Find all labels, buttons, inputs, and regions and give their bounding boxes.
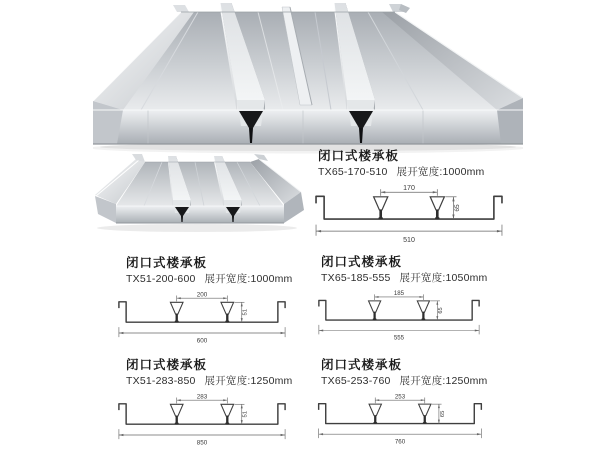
- rib-symbol: [369, 301, 381, 320]
- cross-section-diagram: [313, 184, 505, 247]
- rib-spacing-value: 170: [403, 185, 415, 193]
- rib-symbol: [221, 404, 234, 424]
- product-title: 闭口式楼承板: [126, 256, 208, 270]
- product-spec-block: [313, 149, 505, 247]
- cover-width-value: 600: [196, 337, 208, 345]
- rib-symbol: [170, 302, 183, 322]
- cover-width-value: 850: [196, 439, 208, 447]
- cross-section-diagram: [316, 290, 482, 344]
- rib-symbol: [419, 404, 431, 424]
- product-spec-block: [116, 358, 293, 449]
- rib-spacing-value: 253: [394, 393, 406, 401]
- small-panel-render: [92, 146, 307, 251]
- front-face: [116, 206, 284, 223]
- rib-symbol: [430, 197, 444, 219]
- cross-section-diagram: [316, 393, 484, 448]
- rib-spacing-value: 283: [196, 393, 208, 401]
- expand-width-label: 展开宽度:1050mm: [399, 272, 488, 284]
- product-title: 闭口式楼承板: [126, 358, 208, 372]
- height-value: 51: [242, 410, 249, 418]
- product-spec-block: [316, 255, 488, 344]
- rib-symbol: [374, 197, 388, 219]
- cover-width-dimension: [119, 327, 285, 337]
- height-value: 65: [438, 307, 445, 314]
- cross-section-diagram: [116, 291, 288, 347]
- cover-width-dimension: [319, 325, 479, 335]
- product-model: TX65-185-555: [321, 272, 391, 284]
- rib-spacing-value: 200: [196, 291, 208, 299]
- expand-width-label: 展开宽度:1250mm: [204, 375, 293, 387]
- height-value: 65: [439, 410, 446, 418]
- height-value: 65: [454, 204, 462, 212]
- expand-width-label: 展开宽度:1000mm: [204, 273, 293, 285]
- rib-symbol: [221, 302, 234, 322]
- product-spec-block: [116, 256, 293, 347]
- profile-outline: [319, 300, 479, 320]
- cover-width-value: 510: [403, 236, 415, 244]
- product-model-line: [313, 166, 505, 179]
- product-title: 闭口式楼承板: [318, 149, 400, 163]
- expand-width-label: 展开宽度:1000mm: [396, 166, 485, 178]
- large-panel-render: [93, 2, 523, 154]
- product-model-line: [116, 375, 293, 388]
- product-model: TX51-283-850: [126, 375, 196, 387]
- rib-symbol: [170, 404, 183, 424]
- cover-width-dimension: [316, 225, 502, 236]
- profile-outline: [319, 404, 482, 424]
- cover-width-value: 555: [393, 334, 405, 342]
- product-model-line: [116, 273, 293, 286]
- product-title: 闭口式楼承板: [321, 255, 403, 269]
- cover-width-dimension: [319, 428, 482, 438]
- rib-symbol: [369, 404, 381, 424]
- profile-outline: [316, 196, 502, 219]
- product-model-line: [316, 272, 488, 285]
- cover-width-dimension: [119, 429, 285, 439]
- product-spec-block: [316, 358, 488, 448]
- rib-symbol: [417, 301, 429, 320]
- product-title: 闭口式楼承板: [321, 358, 403, 372]
- product-model: TX65-170-510: [318, 166, 388, 178]
- product-model: TX65-253-760: [321, 375, 391, 387]
- profile-outline: [119, 404, 285, 424]
- expand-width-label: 展开宽度:1250mm: [399, 375, 488, 387]
- front-face: [93, 110, 523, 144]
- height-value: 51: [242, 308, 249, 316]
- product-model: TX51-200-600: [126, 273, 196, 285]
- profile-outline: [119, 302, 285, 322]
- panel-shadow: [97, 224, 297, 232]
- cross-section-diagram: [116, 393, 288, 449]
- rib-spacing-value: 185: [393, 290, 405, 298]
- product-model-line: [316, 375, 488, 388]
- cover-width-value: 760: [394, 438, 406, 446]
